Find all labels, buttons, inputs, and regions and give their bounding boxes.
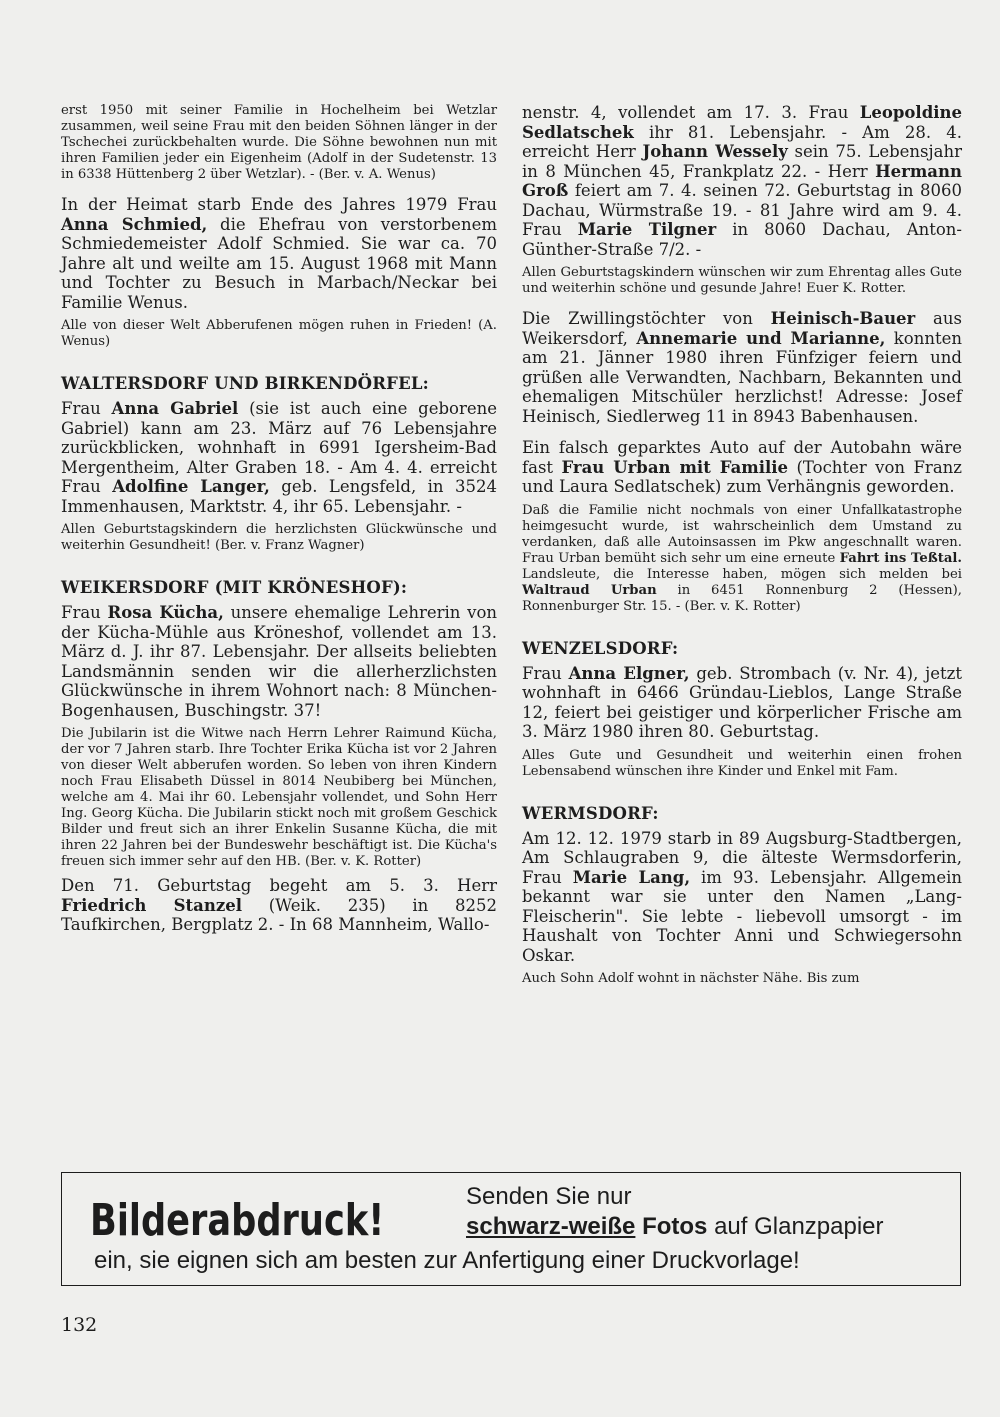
paragraph: Ein falsch geparktes Auto auf der Autobahn wäre fast Frau Urban mit Familie (Tochter von Franz und Laura Sedlatschek) zum Verhängnis geworden. bbox=[522, 438, 962, 496]
paragraph: Daß die Familie nicht nochmals von einer Unfallkatastrophe heimgesucht wurde, ist wahrscheinlich dem Umstand zu verdanken, daß alle Autoinsassen im Pkw angeschnallt waren. Frau Urban bemüht sich sehr um eine erneute Fahrt ins Teßtal. Landsleute, die Interesse haben, mögen sich melden bei Waltraud Urban in 6451 Ronnenburg 2 (Hessen), Ronnenburger Str. 15. - (Ber. v. K. Rotter) bbox=[522, 502, 962, 614]
ad-line: ein, sie eignen sich am besten zur Anfertigung einer Druckvorlage! bbox=[94, 1247, 800, 1274]
paragraph: Allen Geburtstagskindern die herzlichsten Glückwünsche und weiterhin Gesundheit! (Ber. v. Franz Wagner) bbox=[61, 522, 497, 553]
paragraph: Alle von dieser Welt Abberufenen mögen ruhen in Frieden! (A. Wenus) bbox=[61, 318, 497, 349]
paragraph: Auch Sohn Adolf wohnt in nächster Nähe. Bis zum bbox=[522, 971, 860, 986]
paragraph: Alles Gute und Gesundheit und weiterhin einen frohen Lebensabend wünschen ihre Kinder und Enkel mit Fam. bbox=[522, 747, 962, 779]
ad-headline: Bilderabdruck! bbox=[90, 1195, 385, 1246]
section-heading: WENZELSDORF: bbox=[522, 638, 679, 658]
section-heading: WALTERSDORF UND BIRKENDÖRFEL: bbox=[61, 374, 429, 393]
section-heading: WEIKERSDORF (MIT KRÖNESHOF): bbox=[61, 578, 408, 597]
paragraph: Frau Anna Gabriel (sie ist auch eine geborene Gabriel) kann am 23. März auf 76 Lebensjahre zurückblicken, wohnhaft in 6991 Igersheim-Bad Mergentheim, Alter Graben 18. - Am 4. 4. erreicht Frau Adolfine Langer, geb. Lengsfeld, in 3524 Immenhausen, Marktstr. 4, ihr 65. Lebensjahr. - bbox=[61, 399, 497, 516]
page-number: 132 bbox=[61, 1314, 98, 1336]
paragraph: Die Zwillingstöchter von Heinisch-Bauer aus Weikersdorf, Annemarie und Marianne, konnten am 21. Jänner 1980 ihren Fünfziger feiern und grüßen alle Verwandten, Nachbarn, Bekannten und ehemaligen Mitschüler herzlichst! Adresse: Josef Heinisch, Siedlerweg 11 in 8943 Babenhausen. bbox=[522, 309, 963, 426]
paragraph: In der Heimat starb Ende des Jahres 1979 Frau Anna Schmied, die Ehefrau von verstorbenem Schmiedemeister Adolf Schmied. Sie war ca. 70 Jahre alt und weilte am 15. August 1968 mit Mann und Tochter zu Besuch in Marbach/Neckar bei Familie Wenus. bbox=[61, 195, 497, 312]
left-column bbox=[61, 103, 497, 941]
paragraph: Frau Anna Elgner, geb. Strombach (v. Nr. 4), jetzt wohnhaft in 6466 Gründau-Lieblos, Lange Straße 12, feiert bei geistiger und körperlicher Frische am 3. März 1980 ihren 80. Geburtstag. bbox=[522, 663, 963, 741]
paragraph: Die Jubilarin ist die Witwe nach Herrn Lehrer Raimund Kücha, der vor 7 Jahren starb. Ihre Tochter Erika Kücha ist vor 2 Jahren von dieser Welt abberufen worden. So leben von ihren Kindern noch Frau Elisabeth Düssel in 8014 Neubiberg bei München, welche am 4. Mai ihr 60. Lebensjahr vollendet, und Sohn Herr Ing. Georg Kücha. Die Jubilarin stickt noch mit großem Geschick Bilder und freut sich an ihrer Enkelin Susanne Kücha, die mit ihren 22 Jahren bei der Bundeswehr beschäftigt ist. Die Kücha's freuen sich immer sehr auf den HB. (Ber. v. K. Rotter) bbox=[61, 726, 497, 869]
ad-line: Senden Sie nur bbox=[466, 1183, 632, 1210]
paragraph: nenstr. 4, vollendet am 17. 3. Frau Leopoldine Sedlatschek ihr 81. Lebensjahr. - Am 28. 4. erreicht Herr Johann Wessely sein 75. Lebensjahr in 8 München 45, Frankplatz 22. - Herr Hermann Groß feiert am 7. 4. seinen 72. Geburtstag in 8060 Dachau, Würmstraße 19. - 81 Jahre wird am 9. 4. Frau Marie Tilgner in 8060 Dachau, Anton-Günther-Straße 7/2. - bbox=[522, 103, 963, 259]
paragraph: erst 1950 mit seiner Familie in Hochelheim bei Wetzlar zusammen, weil seine Frau mit den beiden Söhnen länger in der Tschechei zurückbehalten wurde. Die Söhne bewohnen nun mit ihren Familien jeder ein Eigenheim (Adolf in der Sudetenstr. 13 in 6338 Hüttenberg 2 über Wetzlar). - (Ber. v. A. Wenus) bbox=[61, 103, 497, 182]
advertisement-box bbox=[61, 1172, 961, 1286]
ad-line: schwarz-weiße Fotos auf Glanzpapier bbox=[466, 1213, 884, 1240]
section-heading: WERMSDORF: bbox=[522, 803, 659, 823]
paragraph: Allen Geburtstagskindern wünschen wir zum Ehrentag alles Gute und weiterhin schöne und gesunde Jahre! Euer K. Rotter. bbox=[522, 265, 962, 296]
paragraph: Am 12. 12. 1979 starb in 89 Augsburg-Stadtbergen, Am Schlaugraben 9, die älteste Wermsdorferin, Frau Marie Lang, im 93. Lebensjahr. Allgemein bekannt war sie unter den Namen „Lang-Fleischerin". Sie lebte - liebevoll umsorgt - im Haushalt von Tochter Anni und Schwiegersohn Oskar. bbox=[522, 828, 963, 965]
paragraph: Den 71. Geburtstag begeht am 5. 3. Herr Friedrich Stanzel (Weik. 235) in 8252 Taufkirchen, Bergplatz 2. - In 68 Mannheim, Wallo- bbox=[61, 876, 497, 934]
right-column bbox=[522, 103, 962, 993]
paragraph: Frau Rosa Kücha, unsere ehemalige Lehrerin von der Kücha-Mühle aus Kröneshof, vollendet am 13. März d. J. ihr 87. Lebensjahr. Der allseits beliebten Landsmännin senden wir die allerherzlichsten Glückwünsche in ihrem Wohnort nach: 8 München-Bogenhausen, Buschingstr. 37! bbox=[61, 603, 498, 720]
